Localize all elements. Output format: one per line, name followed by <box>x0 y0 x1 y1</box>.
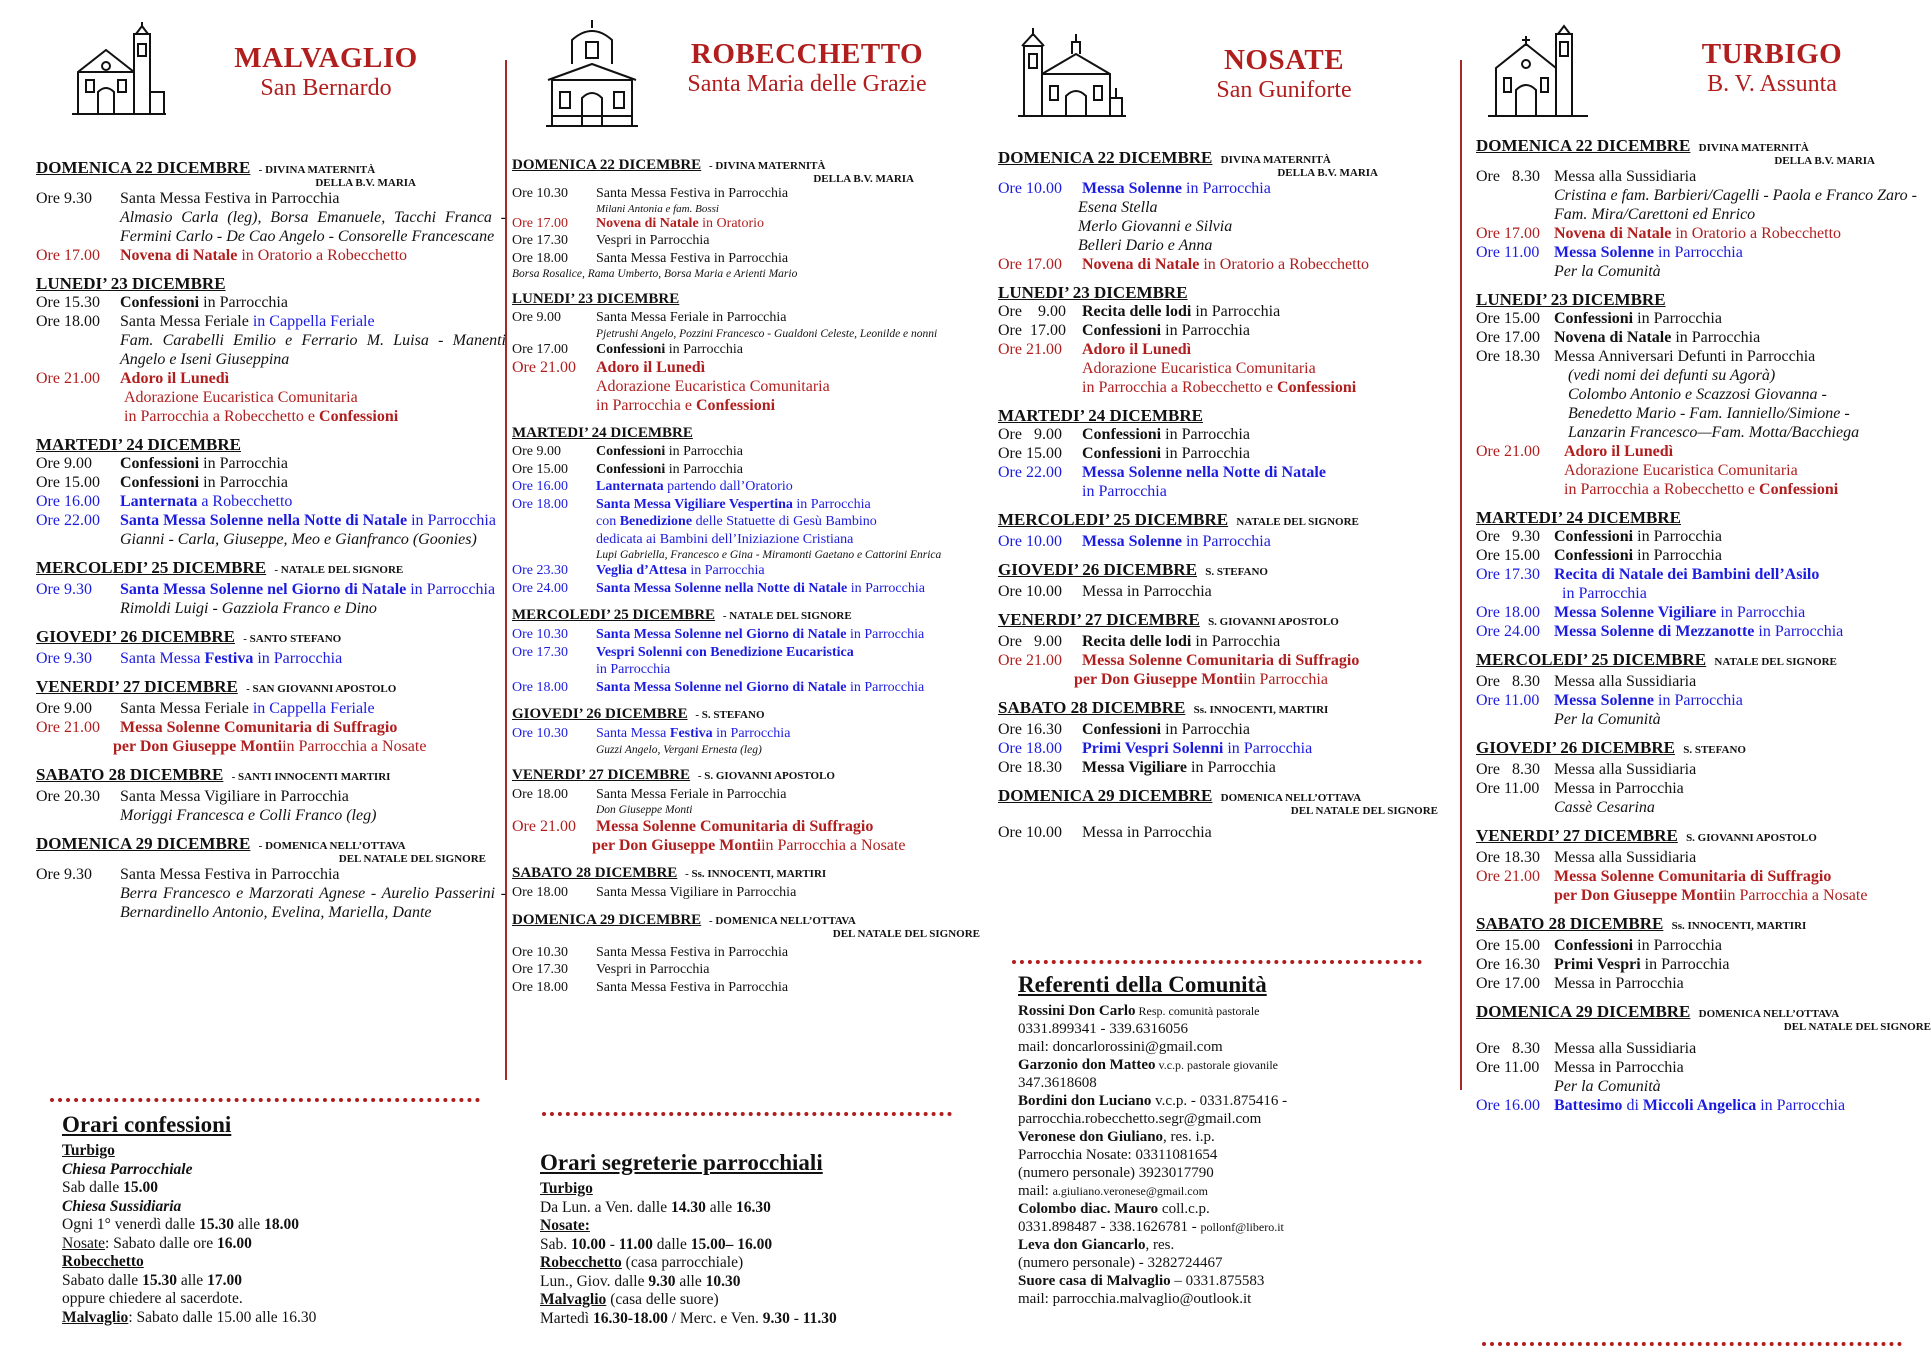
event-row: Ore 10.30 Santa Messa Solenne nel Giorno di Natale in Parrocchia <box>512 627 925 642</box>
community-contacts: Referenti della Comunità Rossini Don Carlo Resp. comunità pastorale 0331.899341 - 339.6316056 mail: doncarlorossini@gmail.com Garzonio don Matteo v.c.p. pastorale giovanile 347.3618608 Bordini don Luciano v.c.p. - 0331.875416 - parrocchia.robecchetto.segr@gmail.com Veronese don Giuliano, res. i.p. Parrocchia Nosate: 03311081654 (numero personale) 3923017790 mail: a.giuliano.veronese@gmail.com Colombo diac. Mauro coll.c.p. 0331.898487 - 338.1626781 - pollonf@libero.it Leva don Giancarlo, res. (numero personale) - 3282724467 Suore casa di Malvaglio – 0331.875583 mail: parrocchia.malvaglio@outlook.it <box>1018 972 1438 1308</box>
event-row: Ore 9.30 Santa Messa Festiva in Parrocchia Berra Francesco e Marzorati Agnese - Aurelio Passerini - Bernardinello Antonio, Evelina, Mariella, Dante <box>36 866 506 921</box>
feast-line: DELLA B.V. MARIA <box>1277 167 1378 179</box>
event-row: Ore 11.00 Messa Solenne in Parrocchia Per la Comunità <box>1476 691 1931 729</box>
event-row: per Don Giuseppe Monti in Parrocchia a Nosate <box>113 738 427 755</box>
day-block <box>36 435 506 549</box>
feast-line: DEL NATALE DEL SIGNORE <box>1783 1021 1931 1033</box>
day-block <box>36 558 506 618</box>
day-block <box>36 274 506 426</box>
event-row: Ore 22.00 Santa Messa Solenne nella Notte di Natale in Parrocchia Gianni - Carla, Giuseppe, Meo e Gianfranco (Goonies) <box>36 511 506 549</box>
schedule-turbigo <box>1476 136 1931 1124</box>
intentions: Rimoldi Luigi - Gazziola Franco e Dino <box>120 600 377 617</box>
day-heading: SABATO 28 DICEMBRE Ss. INNOCENTI, MARTIRI <box>1476 914 1807 933</box>
day-block <box>1476 290 1931 499</box>
event-row: Ore 21.00 Messa Solenne Comunitaria di Suffragio <box>998 652 1360 669</box>
event-row: Ore 18.00 Santa Messa Vigiliare in Parrocchia <box>512 885 797 900</box>
column-nosate <box>998 0 1438 1367</box>
day-heading: MERCOLEDI’ 25 DICEMBRE NATALE DEL SIGNORE <box>1476 650 1837 669</box>
event-row: Ore 17.00 Novena di Natale in Oratorio a Robecchetto <box>1476 225 1842 242</box>
parish-saint: B. V. Assunta <box>1707 71 1837 97</box>
column-malvaglio <box>36 0 506 1367</box>
intentions: Cristina e fam. Barbieri/Cagelli - Paola e Franco Zaro - Fam. Mira/Carettoni ed Enrico <box>1554 187 1917 223</box>
event-row: Ore 17.00 Novena di Natale in Oratorio a Robecchetto <box>36 247 408 264</box>
event-row: Ore 18.00 Messa Solenne Vigiliare in Parrocchia <box>1476 604 1806 621</box>
column-robecchetto <box>512 0 982 1367</box>
parish-saint: San Bernardo <box>260 75 392 101</box>
event-row: Ore 9.00 Recita delle lodi in Parrocchia <box>998 303 1281 320</box>
intentions: Gianni - Carla, Giuseppe, Meo e Gianfranco (Goonies) <box>120 531 477 548</box>
feast-line: DEL NATALE DEL SIGNORE <box>1290 805 1438 817</box>
day-heading: MARTEDI’ 24 DICEMBRE <box>998 406 1203 425</box>
intentions: Fam. Carabelli Emilio e Ferrario M. Luisa - Manenti Angelo e Iseni Giuseppina <box>120 332 506 368</box>
day-heading: SABATO 28 DICEMBRE - SANTI INNOCENTI MARTIRI <box>36 765 391 784</box>
intentions: Per la Comunità <box>1554 263 1661 280</box>
event-row: Ore 21.00 Messa Solenne Comunitaria di Suffragio <box>1476 868 1832 885</box>
day-block <box>512 705 982 757</box>
dotted-separator <box>542 1112 952 1116</box>
event-row: Ore 17.00 Novena di Natale in Parrocchia <box>1476 329 1761 346</box>
event-row: Ore 23.30 Veglia d’Attesa in Parrocchia <box>512 563 765 578</box>
day-block <box>1476 738 1931 817</box>
event-row: Ore 11.00 Messa in Parrocchia Per la Comunità <box>1476 1058 1931 1096</box>
event-row: Ore 8.30 Messa alla Sussidiaria Cristina e fam. Barbieri/Cagelli - Paola e Franco Zaro - Fam. Mira/Carettoni ed Enrico <box>1476 167 1931 224</box>
day-heading: DOMENICA 22 DICEMBRE DIVINA MATERNITÀ <box>1476 136 1809 155</box>
day-block <box>998 148 1438 274</box>
event-row: Ore 15.30 Confessioni in Parrocchia <box>36 294 288 311</box>
event-row: Ore 17.00 Novena di Natale in Oratorio <box>512 215 764 231</box>
day-block <box>512 606 982 696</box>
church-icon <box>1486 24 1590 120</box>
intentions: Almasio Carla (leg), Borsa Emanuele, Tacchi Franca - Fermini Carlo - De Cao Angelo - Consorelle Francescane <box>120 209 506 245</box>
day-heading: DOMENICA 29 DICEMBRE - DOMENICA NELL’OTTAVA <box>512 911 856 928</box>
event-row: Ore 15.00 Confessioni in Parrocchia <box>1476 547 1722 564</box>
intentions: Moriggi Francesca e Colli Franco (leg) <box>120 807 377 824</box>
event-row: Ore 21.00 Adoro il Lunedì Adorazione Eucaristica Comunitaria in Parrocchia a Robecchetto e Confessioni <box>1476 443 1839 498</box>
dotted-separator <box>50 1098 480 1102</box>
event-row: Ore 9.00 Confessioni in Parrocchia <box>512 444 743 459</box>
day-heading: MARTEDI’ 24 DICEMBRE <box>1476 508 1681 527</box>
day-block <box>512 766 982 856</box>
day-block <box>998 786 1438 842</box>
parish-name: ROBECCHETTO <box>690 38 924 70</box>
day-block <box>512 156 982 281</box>
day-block <box>36 677 506 756</box>
day-block <box>998 698 1438 777</box>
day-block <box>998 560 1438 601</box>
event-row: Ore 21.00 Messa Solenne Comunitaria di Suffragio <box>36 719 398 736</box>
day-heading: SABATO 28 DICEMBRE Ss. INNOCENTI, MARTIRI <box>998 698 1329 717</box>
day-heading: DOMENICA 29 DICEMBRE DOMENICA NELL’OTTAVA <box>998 786 1362 805</box>
day-block <box>36 765 506 825</box>
box-title: Orari confessioni <box>62 1112 232 1137</box>
parish-saint: Santa Maria delle Grazie <box>687 71 927 97</box>
feast-line: DELLA B.V. MARIA <box>1774 155 1875 167</box>
day-heading: DOMENICA 29 DICEMBRE - DOMENICA NELL’OTTAVA <box>36 834 406 853</box>
day-block <box>512 864 982 902</box>
intentions: Borsa Rosalice, Rama Umberto, Borsa Maria e Arienti Mario <box>512 268 798 280</box>
event-row: Ore 9.30 Santa Messa Solenne nel Giorno di Natale in Parrocchia Rimoldi Luigi - Gazziola Franco e Dino <box>36 580 506 618</box>
day-heading: MERCOLEDI’ 25 DICEMBRE NATALE DEL SIGNORE <box>998 510 1359 529</box>
day-heading: MERCOLEDI’ 25 DICEMBRE - NATALE DEL SIGNORE <box>512 607 852 623</box>
event-row: Ore 18.00 Santa Messa Solenne nel Giorno di Natale in Parrocchia <box>512 679 925 695</box>
event-row: Ore 9.30 Santa Messa Festiva in Parrocchia <box>36 650 343 667</box>
intentions: Per la Comunità <box>1554 1078 1661 1095</box>
event-row: per Don Giuseppe Monti in Parrocchia a Nosate <box>592 837 906 854</box>
event-row: Ore 10.30 Santa Messa Festiva in Parrocchia Guzzi Angelo, Vergani Ernesta (leg) <box>512 726 791 756</box>
day-heading: LUNEDI’ 23 DICEMBRE <box>36 274 226 293</box>
event-row: Ore 17.30 Vespri Solenni con Benedizione Eucaristica in Parrocchia <box>512 644 854 677</box>
confession-hours: Orari confessioni Turbigo Chiesa Parrocchiale Sab dalle 15.00 Chiesa Sussidiaria Ogni 1° venerdì dalle 15.30 alle 18.00 Nosate: Sabato dalle ore 16.00 Robecchetto Sabato dalle 15.30 alle 17.00 oppure chiedere al sacerdote. Malvaglio: Sabato dalle 15.00 alle 16.30 <box>62 1112 482 1327</box>
day-heading: VENERDI’ 27 DICEMBRE - SAN GIOVANNI APOSTOLO <box>36 677 397 696</box>
event-row: Ore 10.00 Messa in Parrocchia <box>998 824 1212 841</box>
column-turbigo <box>1476 0 1931 1367</box>
box-title: Referenti della Comunità <box>1018 972 1267 997</box>
event-row: Ore 18.00 Santa Messa Vigiliare Vespertina in Parrocchia con Benedizione delle Statuette di Gesù Bambino dedicata ai Bambini dell’Iniziazione Cristiana Lupi Gabriella, Francesco e Gina - Miramonti Gaetano e Cattorini Enrica <box>512 496 942 561</box>
column-divider <box>1460 60 1462 1090</box>
day-heading: VENERDI’ 27 DICEMBRE S. GIOVANNI APOSTOLO <box>1476 826 1817 845</box>
day-heading: DOMENICA 29 DICEMBRE DOMENICA NELL’OTTAVA <box>1476 1002 1840 1021</box>
day-heading: VENERDI’ 27 DICEMBRE - S. GIOVANNI APOSTOLO <box>512 766 835 783</box>
event-row: Ore 9.00 Recita delle lodi in Parrocchia <box>998 633 1281 650</box>
event-row: Ore 15.00 Confessioni in Parrocchia <box>512 461 743 477</box>
intentions: Cassè Cesarina <box>1554 799 1655 816</box>
day-heading: GIOVEDI’ 26 DICEMBRE - S. STEFANO <box>512 706 765 722</box>
event-row: Ore 9.00 Santa Messa Feriale in Parrocchia Pjetrushi Angelo, Pozzini Francesco - Gualdoni Celeste, Leonilde e nonni <box>512 310 938 340</box>
day-block <box>512 290 982 415</box>
event-row: Ore 15.00 Confessioni in Parrocchia <box>1476 310 1722 327</box>
day-heading: DOMENICA 22 DICEMBRE - DIVINA MATERNITÀ <box>512 157 826 173</box>
feast-line: DELLA B.V. MARIA <box>813 173 914 185</box>
event-row: Ore 22.00 Messa Solenne nella Notte di Natale in Parrocchia <box>998 464 1326 500</box>
event-row: Ore 11.00 Messa in Parrocchia Cassè Cesarina <box>1476 779 1931 817</box>
event-row: Ore 15.00 Confessioni in Parrocchia <box>36 474 288 491</box>
schedule-robecchetto <box>512 156 982 1005</box>
event-row: Ore 21.00 Adoro il Lunedì Adorazione Eucaristica Comunitaria in Parrocchia e Confessioni <box>512 359 830 414</box>
parish-name: MALVAGLIO <box>234 42 418 74</box>
day-heading: VENERDI’ 27 DICEMBRE S. GIOVANNI APOSTOLO <box>998 610 1339 629</box>
day-heading: DOMENICA 22 DICEMBRE - DIVINA MATERNITÀ <box>36 158 376 177</box>
event-row: per Don Giuseppe Monti in Parrocchia <box>1074 671 1328 688</box>
parish-header <box>662 38 952 98</box>
parish-header <box>226 42 426 102</box>
event-row: Ore 9.00 Confessioni in Parrocchia <box>998 426 1250 443</box>
event-row: Ore 16.00 Battesimo di Miccoli Angelica in Parrocchia <box>1476 1097 1846 1114</box>
event-row: Ore 17.30 Vespri in Parrocchia <box>512 962 710 977</box>
event-row: Ore 9.30 Confessioni in Parrocchia <box>1476 528 1722 545</box>
event-row: Ore 10.00 Messa Solenne in Parrocchia <box>998 180 1271 197</box>
parish-header <box>1662 38 1882 98</box>
event-row: Ore 20.30 Santa Messa Vigiliare in Parrocchia Moriggi Francesca e Colli Franco (leg) <box>36 787 506 825</box>
feast-line: DEL NATALE DEL SIGNORE <box>832 927 980 940</box>
day-block <box>512 911 982 997</box>
parish-name: NOSATE <box>1223 44 1345 76</box>
day-block <box>998 510 1438 551</box>
event-row: Ore 15.00 Confessioni in Parrocchia <box>1476 937 1722 954</box>
day-block <box>1476 1002 1931 1115</box>
event-row: Ore 10.30 Santa Messa Festiva in Parrocchia <box>512 944 789 960</box>
day-heading: LUNEDI’ 23 DICEMBRE <box>1476 290 1666 309</box>
day-block <box>36 158 506 265</box>
event-row: Ore 18.00 Santa Messa Festiva in Parrocchia <box>512 979 789 995</box>
event-row: Ore 10.00 Messa Solenne in Parrocchia <box>998 533 1271 550</box>
event-row: Ore 18.30 Messa Vigiliare in Parrocchia <box>998 759 1276 776</box>
event-row: Ore 17.30 Recita di Natale dei Bambini dell’Asilo in Parrocchia <box>1476 566 1820 602</box>
event-row: Ore 16.00 Lanternata partendo dall’Oratorio <box>512 479 793 494</box>
day-block <box>1476 914 1931 993</box>
dotted-separator <box>1012 960 1422 964</box>
event-row: Ore 15.00 Confessioni in Parrocchia <box>998 445 1250 462</box>
event-row: Ore 18.30 Messa Anniversari Defunti in Parrocchia (vedi nomi dei defunti su Agorà) Colombo Antonio e Scazzosi Giovanna - Benedetto Mario - Fam. Ianniello/Simione - Lanzarin Francesco—Fam. Motta/Bacchiega <box>1476 348 1860 441</box>
day-block <box>512 424 982 597</box>
event-row: Ore 9.00 Santa Messa Feriale in Cappella Feriale <box>36 700 375 717</box>
event-row: Ore 24.00 Santa Messa Solenne nella Notte di Natale in Parrocchia <box>512 580 925 596</box>
day-heading: MERCOLEDI’ 25 DICEMBRE - NATALE DEL SIGNORE <box>36 558 404 577</box>
schedule-malvaglio <box>36 158 506 931</box>
event-row: Ore 17.00 Messa in Parrocchia <box>1476 975 1684 992</box>
event-row: Ore 10.00 Messa in Parrocchia <box>998 583 1212 600</box>
event-row: Ore 8.30 Messa alla Sussidiaria <box>1476 1040 1697 1057</box>
parish-saint: San Guniforte <box>1216 77 1352 103</box>
schedule-nosate <box>998 148 1438 851</box>
day-heading: GIOVEDI’ 26 DICEMBRE - SANTO STEFANO <box>36 627 342 646</box>
day-heading: SABATO 28 DICEMBRE - Ss. INNOCENTI, MARTIRI <box>512 865 827 881</box>
event-row: Ore 18.00 Primi Vespri Solenni in Parrocchia <box>998 740 1313 757</box>
event-row: Ore 8.30 Messa alla Sussidiaria <box>1476 761 1697 778</box>
office-hours: Orari segreterie parrocchiali Turbigo Da Lun. a Ven. dalle 14.30 alle 16.30 Nosate: Sab. 10.00 - 11.00 dalle 15.00– 16.00 Robecchetto (casa parrocchiale) Lun., Giov. dalle 9.30 alle 10.30 Malvaglio (casa delle suore) Martedì 16.30-18.00 / Merc. e Ven. 9.30 - 11.30 <box>540 1150 960 1328</box>
event-row: Ore 10.30 Santa Messa Festiva in Parrocchia Milani Antonia e fam. Bossi <box>512 186 789 215</box>
event-row: Ore 17.30 Vespri in Parrocchia <box>512 233 710 248</box>
event-row: Ore 17.00 Confessioni in Parrocchia <box>998 322 1250 339</box>
event-row: Ore 11.00 Messa Solenne in Parrocchia Per la Comunità <box>1476 243 1931 281</box>
day-heading: MARTEDI’ 24 DICEMBRE <box>36 435 241 454</box>
event-row: Ore 24.00 Messa Solenne di Mezzanotte in Parrocchia <box>1476 623 1844 640</box>
intentions: Berra Francesco e Marzorati Agnese - Aurelio Passerini - Bernardinello Antonio, Evelina, Mariella, Dante <box>120 885 506 921</box>
day-heading: GIOVEDI’ 26 DICEMBRE S. STEFANO <box>1476 738 1746 757</box>
event-row: Ore 18.00 Santa Messa Feriale in Cappella Feriale Fam. Carabelli Emilio e Ferrario M. Luisa - Manenti Angelo e Iseni Giuseppina <box>36 313 506 368</box>
event-row: Ore 17.00 Novena di Natale in Oratorio a Robecchetto <box>998 256 1370 273</box>
event-row: Ore 16.30 Confessioni in Parrocchia <box>998 721 1250 738</box>
event-row: Ore 9.00 Confessioni in Parrocchia <box>36 455 288 472</box>
church-icon <box>1016 28 1128 120</box>
event-row: Ore 18.00 Santa Messa Feriale in Parrocchia Don Giuseppe Monti <box>512 786 787 816</box>
day-block <box>36 834 506 922</box>
day-block <box>1476 508 1931 641</box>
day-block <box>998 610 1438 689</box>
event-row: per Don Giuseppe Monti in Parrocchia a Nosate <box>1554 887 1868 904</box>
day-heading: LUNEDI’ 23 DICEMBRE <box>512 291 680 307</box>
day-block <box>1476 650 1931 729</box>
feast-line: DEL NATALE DEL SIGNORE <box>338 853 486 865</box>
event-row: Ore 8.30 Messa alla Sussidiaria <box>1476 673 1697 690</box>
day-block <box>998 406 1438 501</box>
event-row: Ore 21.00 Adoro il Lunedì Adorazione Eucaristica Comunitaria in Parrocchia a Robecchetto e Confessioni <box>36 370 399 425</box>
event-row: Ore 21.00 Adoro il Lunedì Adorazione Eucaristica Comunitaria in Parrocchia a Robecchetto e Confessioni <box>998 341 1357 396</box>
event-row: Ore 9.30 Santa Messa Festiva in Parrocchia Almasio Carla (leg), Borsa Emanuele, Tacchi Franca - Fermini Carlo - De Cao Angelo - Consorelle Francescane <box>36 190 506 245</box>
box-title: Orari segreterie parrocchiali <box>540 1150 823 1175</box>
church-icon <box>64 22 174 120</box>
parish-header <box>1194 44 1374 104</box>
day-block <box>1476 136 1931 281</box>
day-heading: LUNEDI’ 23 DICEMBRE <box>998 283 1188 302</box>
day-block <box>998 283 1438 397</box>
event-row: Ore 18.30 Messa alla Sussidiaria <box>1476 849 1697 866</box>
intentions: Per la Comunità <box>1554 711 1661 728</box>
event-row: Ore 17.00 Confessioni in Parrocchia <box>512 341 743 357</box>
parish-name: TURBIGO <box>1701 38 1843 70</box>
dotted-separator <box>1482 1342 1902 1346</box>
day-heading: MARTEDI’ 24 DICEMBRE <box>512 425 693 441</box>
day-heading: DOMENICA 22 DICEMBRE DIVINA MATERNITÀ <box>998 148 1331 167</box>
event-row: Ore 18.00 Santa Messa Festiva in Parrocchia <box>512 250 789 266</box>
intentions: Esena Stella Merlo Giovanni e Silvia Belleri Dario e Anna <box>1078 199 1233 254</box>
event-row: Ore 16.30 Primi Vespri in Parrocchia <box>1476 956 1730 973</box>
day-heading: GIOVEDI’ 26 DICEMBRE S. STEFANO <box>998 560 1268 579</box>
church-icon <box>542 18 642 130</box>
event-row: Ore 21.00 Messa Solenne Comunitaria di Suffragio <box>512 818 874 835</box>
day-block <box>36 627 506 668</box>
feast-line: DELLA B.V. MARIA <box>315 177 416 189</box>
event-row: Ore 16.00 Lanternata a Robecchetto <box>36 493 293 510</box>
day-block <box>1476 826 1931 905</box>
